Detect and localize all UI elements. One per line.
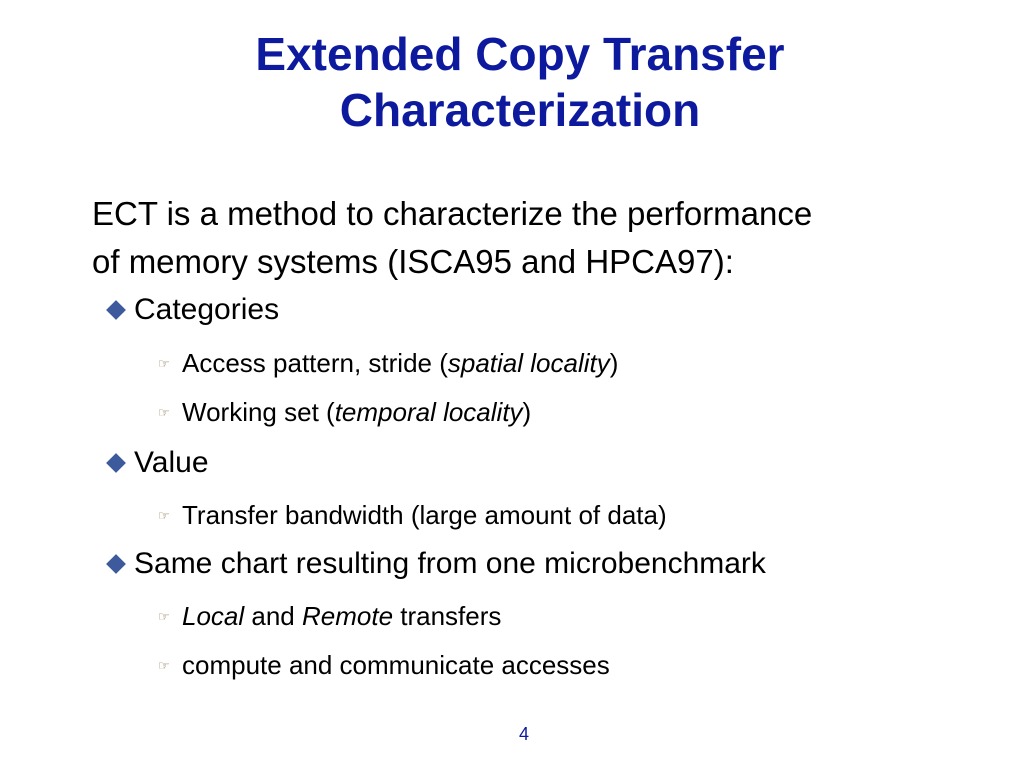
sub-bullet-access-pattern-text: Access pattern, stride (spatial locality) (182, 348, 619, 378)
sub-bullet-working-set-text: Working set (temporal locality) (182, 397, 532, 427)
intro-line-2: of memory systems (ISCA95 and HPCA97): (92, 243, 734, 280)
diamond-bullet-icon (106, 300, 126, 320)
bullet-categories-label: Categories (134, 293, 280, 326)
sub-bullet-access-pattern (158, 348, 618, 379)
sub-bullet-transfer-bandwidth-text: Transfer bandwidth (large amount of data) (182, 500, 667, 530)
sub-bullet-local-remote-text: Local and Remote transfers (182, 601, 502, 631)
bullet-value (106, 446, 209, 480)
slide-title (0, 26, 1024, 138)
diamond-bullet-icon (106, 453, 126, 473)
pointing-hand-icon: ☞ (158, 507, 170, 523)
pointing-hand-icon: ☞ (158, 355, 170, 371)
page-number: 4 (518, 724, 529, 744)
sub-bullet-working-set (158, 397, 531, 428)
pointing-hand-icon: ☞ (158, 404, 170, 420)
intro-paragraph (92, 190, 992, 286)
pointing-hand-icon: ☞ (158, 657, 170, 673)
sub-bullet-local-remote (158, 601, 501, 632)
sub-bullet-compute-communicate (158, 650, 610, 681)
bullet-same-chart (106, 547, 766, 581)
slide-title-line-1: Extended Copy Transfer (255, 28, 785, 80)
bullet-same-chart-label: Same chart resulting from one microbenchmark (134, 547, 766, 580)
bullet-value-label: Value (134, 446, 209, 479)
intro-line-1: ECT is a method to characterize the performance (92, 195, 813, 232)
slide-title-line-2: Characterization (339, 84, 701, 136)
sub-bullet-compute-communicate-text: compute and communicate accesses (182, 650, 610, 680)
bullet-categories (106, 293, 279, 327)
sub-bullet-transfer-bandwidth (158, 500, 667, 531)
pointing-hand-icon: ☞ (158, 608, 170, 624)
diamond-bullet-icon (106, 554, 126, 574)
